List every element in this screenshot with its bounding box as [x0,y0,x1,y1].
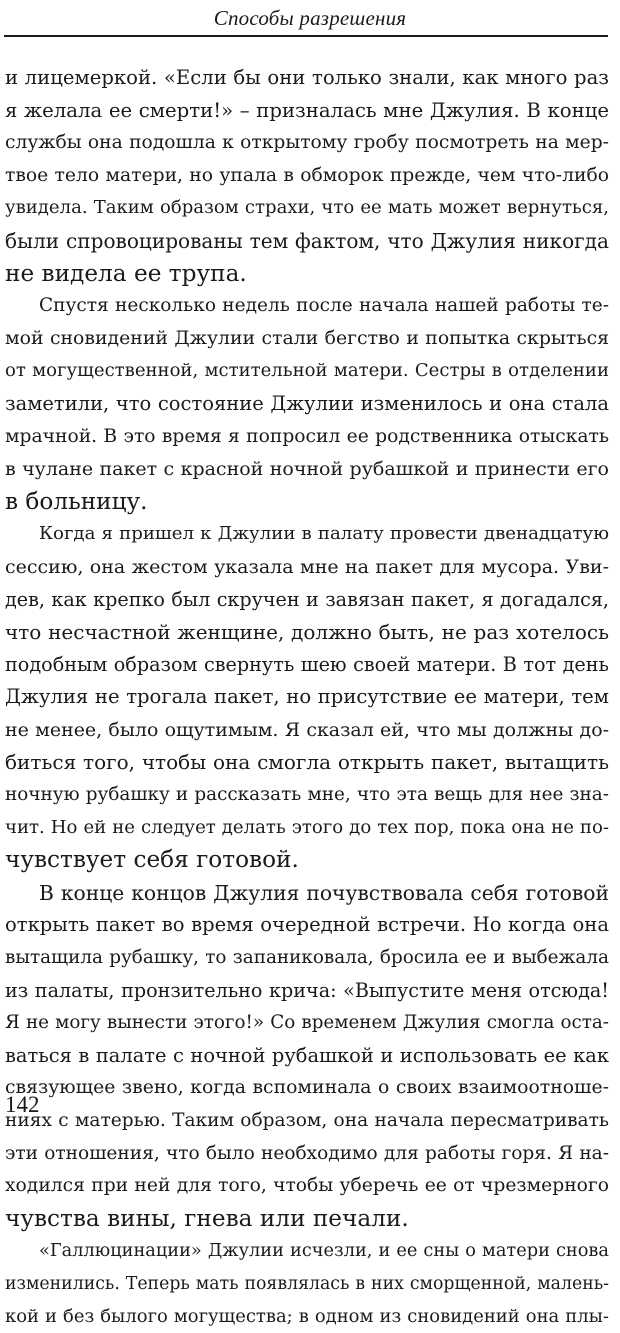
text-line: подобным образом свернуть шею своей матери. В тот день [5,652,609,676]
text-line: ниях с матерью. Таким образом, она начала пересматривать [5,1110,609,1131]
text-line: что несчастной женщине, должно быть, не раз хотелось [5,620,609,645]
text-line: ваться в палате с ночной рубашкой и использовать ее как [5,1043,609,1067]
text-line: от могущественной, мстительной матери. Сестры в отделении [5,360,609,382]
text-line: биться того, чтобы она смогла открыть пакет, вытащить [5,750,609,775]
text-line: не менее, было ощутимым. Я сказал ей, что мы должны до- [5,718,609,741]
body-text [5,62,609,1333]
text-line: В конце концов Джулия почувствовала себя готовой [39,880,609,905]
text-line: Когда я пришел к Джулии в палату провести двенадцатую [39,523,609,545]
text-line: я желала ее смерти!» – призналась мне Джулия. В конце [5,98,609,122]
text-line: мрачной. В это время я попросил ее родственника отыскать [5,425,609,447]
text-line: открыть пакет во время очередной встречи. Но когда она [5,913,609,937]
text-line: были спровоцированы тем фактом, что Джулия никогда [5,228,609,253]
text-line: заметили, что состояние Джулии изменилось и она стала [5,391,609,415]
text-line: из палаты, пронзительно крича: «Выпустите меня отсюда! [5,978,609,1002]
text-line: сессию, она жестом указала мне на пакет для мусора. Уви- [5,555,609,578]
text-line: дев, как крепко был скручен и завязан пакет, я догадался, [5,587,609,611]
text-line: ходился при ней для того, чтобы уберечь ее от чрезмерного [5,1175,609,1197]
text-line: в больницу. [5,487,148,515]
text-line: Джулия не трогала пакет, но присутствие ее матери, тем [5,685,609,709]
text-line: ночную рубашку и рассказать мне, что эта вещь для нее зна- [5,784,609,806]
text-line: кой и без былого могущества; в одном из сновидений она плы- [5,1305,609,1327]
text-line: в чулане пакет с красной ночной рубашкой и принести его [5,458,609,481]
text-line: эти отношения, что было необходимо для работы горя. Я на- [5,1142,609,1164]
text-line: «Галлюцинации» Джулии исчезли, и ее сны о матери снова [39,1241,609,1262]
text-line: не видела ее трупа. [5,259,247,287]
text-line: чит. Но ей не следует делать этого до тех пор, пока она не по- [5,816,609,838]
text-line: службы она подошла к открытому гробу посмотреть на мер- [5,132,609,154]
text-line: увидела. Таким образом страхи, что ее мать может вернуться, [5,197,609,219]
header-rule [4,35,608,37]
page-number: 142 [5,1092,40,1117]
running-head: Способы разрешения [213,6,407,30]
text-line: мой сновидений Джулии стали бегство и попытка скрыться [5,327,609,349]
text-line: чувства вины, гнева или печали. [5,1204,409,1232]
text-line: вытащила рубашку, то запаниковала, бросила ее и выбежала [5,947,609,969]
text-line: чувствует себя готовой. [5,846,299,874]
text-line: связующее звено, когда вспоминала о своих взаимоотноше- [5,1077,609,1099]
text-line: Спустя несколько недель после начала нашей работы те- [39,295,609,317]
text-line: изменились. Теперь мать появлялась в них сморщенной, малень- [5,1273,609,1294]
text-line: и лицемеркой. «Если бы они только знали, как много раз [5,66,609,89]
text-line: твое тело матери, но упала в обморок прежде, чем что-либо [5,164,609,186]
text-line: Я не могу вынести этого!» Со временем Джулия смогла оста- [5,1012,609,1034]
